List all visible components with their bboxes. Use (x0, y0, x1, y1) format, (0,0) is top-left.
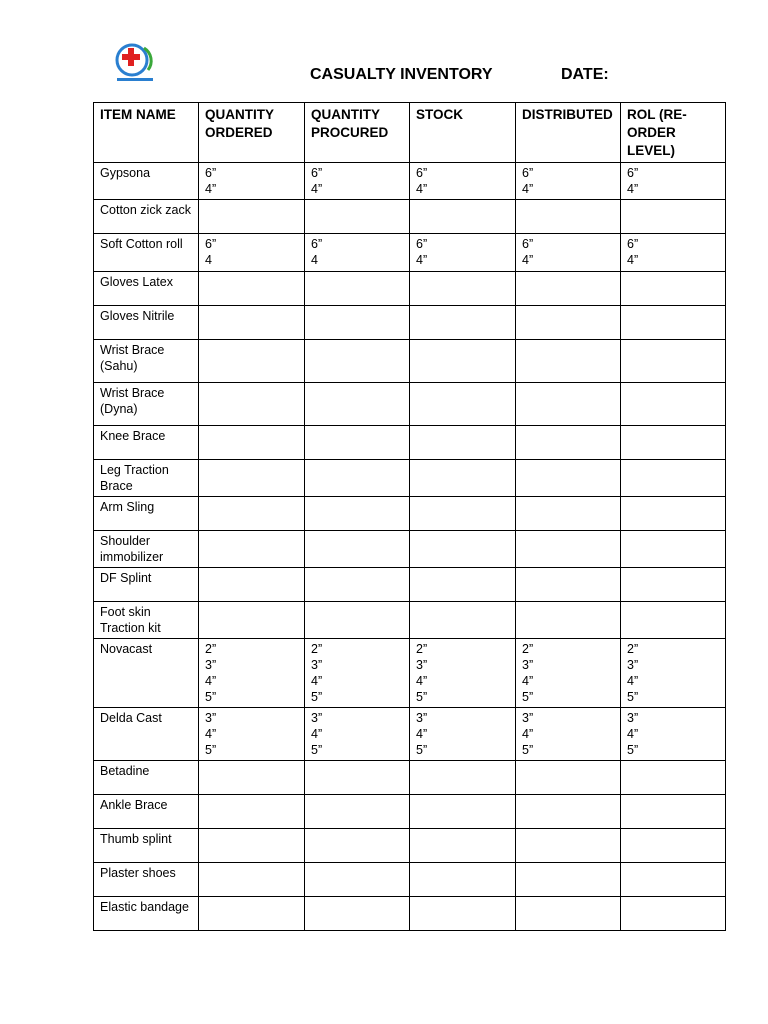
size-value: 3” (627, 711, 639, 725)
table-cell[interactable] (305, 639, 410, 708)
size-value: 4” (627, 253, 639, 267)
table-cell[interactable] (516, 602, 621, 639)
table-cell[interactable] (410, 272, 516, 306)
table-cell[interactable] (410, 795, 516, 829)
table-row (94, 829, 726, 863)
table-cell[interactable] (410, 163, 516, 200)
table-row (94, 306, 726, 340)
table-row (94, 426, 726, 460)
table-cell[interactable] (199, 426, 305, 460)
table-row (94, 497, 726, 531)
item-name-cell: Knee Brace (94, 426, 199, 460)
table-cell[interactable] (516, 531, 621, 568)
item-name-cell: Wrist Brace (Dyna) (94, 383, 199, 426)
table-cell[interactable] (199, 234, 305, 272)
table-cell[interactable] (621, 426, 726, 460)
size-value: 4” (311, 727, 323, 741)
table-row (94, 897, 726, 931)
table-row (94, 383, 726, 426)
table-cell[interactable] (621, 272, 726, 306)
table-cell[interactable] (516, 460, 621, 497)
table-cell[interactable] (516, 272, 621, 306)
size-value: 4” (416, 253, 428, 267)
table-cell[interactable] (199, 639, 305, 708)
table-row (94, 234, 726, 272)
table-cell[interactable] (305, 426, 410, 460)
size-value: 4” (522, 182, 534, 196)
size-value: 4” (205, 727, 217, 741)
table-cell[interactable] (621, 829, 726, 863)
size-value: 2” (627, 642, 639, 656)
table-cell[interactable] (516, 306, 621, 340)
table-cell[interactable] (410, 383, 516, 426)
table-cell[interactable] (410, 639, 516, 708)
table-cell[interactable] (621, 639, 726, 708)
table-cell[interactable] (305, 829, 410, 863)
table-row (94, 602, 726, 639)
table-cell[interactable] (199, 200, 305, 234)
table-cell[interactable] (199, 531, 305, 568)
table-cell[interactable] (305, 568, 410, 602)
table-cell[interactable] (199, 568, 305, 602)
table-row (94, 708, 726, 761)
table-row (94, 568, 726, 602)
size-value: 4” (205, 674, 217, 688)
item-name-cell: Delda Cast (94, 708, 199, 761)
table-row (94, 163, 726, 200)
item-name-cell: Thumb splint (94, 829, 199, 863)
table-cell[interactable] (305, 795, 410, 829)
table-cell[interactable] (199, 761, 305, 795)
table-cell[interactable] (410, 761, 516, 795)
size-value: 2” (205, 642, 217, 656)
table-cell[interactable] (621, 897, 726, 931)
size-value: 4” (522, 674, 534, 688)
table-cell[interactable] (410, 531, 516, 568)
table-cell[interactable] (305, 163, 410, 200)
header-row (94, 103, 726, 163)
table-row (94, 460, 726, 497)
size-value: 2” (522, 642, 534, 656)
inventory-table-body (94, 163, 726, 931)
table-cell[interactable] (305, 340, 410, 383)
size-value: 3” (205, 711, 217, 725)
column-header-item-name: ITEM NAME (94, 103, 199, 163)
size-value: 4” (416, 727, 428, 741)
size-value: 5” (522, 690, 534, 704)
table-cell[interactable] (516, 383, 621, 426)
size-value: 6” (627, 237, 639, 251)
size-value: 5” (416, 690, 428, 704)
item-name-cell: Elastic bandage (94, 897, 199, 931)
column-header-stock: STOCK (410, 103, 516, 163)
table-row (94, 863, 726, 897)
size-value: 6” (416, 237, 428, 251)
table-cell[interactable] (199, 163, 305, 200)
table-cell[interactable] (305, 234, 410, 272)
table-cell[interactable] (410, 234, 516, 272)
size-value: 5” (205, 743, 217, 757)
size-value: 4” (311, 182, 323, 196)
table-cell[interactable] (305, 708, 410, 761)
table-cell[interactable] (305, 200, 410, 234)
size-value: 4” (627, 727, 639, 741)
size-value: 3” (522, 711, 534, 725)
table-cell[interactable] (199, 306, 305, 340)
table-cell[interactable] (621, 497, 726, 531)
size-value: 4” (627, 182, 639, 196)
table-cell[interactable] (516, 795, 621, 829)
size-value: 6” (205, 237, 217, 251)
item-name-cell: Ankle Brace (94, 795, 199, 829)
table-cell[interactable] (621, 602, 726, 639)
table-cell[interactable] (410, 863, 516, 897)
size-value: 2” (416, 642, 428, 656)
size-value: 3” (522, 658, 534, 672)
table-cell[interactable] (621, 795, 726, 829)
item-name-cell: Shoulder immobilizer (94, 531, 199, 568)
table-cell[interactable] (199, 708, 305, 761)
table-cell[interactable] (516, 829, 621, 863)
table-row (94, 531, 726, 568)
table-cell[interactable] (516, 568, 621, 602)
item-name-cell: Novacast (94, 639, 199, 708)
table-cell[interactable] (305, 383, 410, 426)
table-row (94, 761, 726, 795)
table-cell[interactable] (410, 306, 516, 340)
size-value: 4 (311, 253, 318, 267)
table-cell[interactable] (410, 897, 516, 931)
size-value: 6” (311, 237, 323, 251)
table-cell[interactable] (305, 761, 410, 795)
size-value: 4” (416, 674, 428, 688)
table-cell[interactable] (199, 340, 305, 383)
table-cell[interactable] (516, 897, 621, 931)
size-value: 4 (205, 253, 212, 267)
table-cell[interactable] (410, 568, 516, 602)
size-value: 3” (311, 711, 323, 725)
table-cell[interactable] (199, 829, 305, 863)
table-cell[interactable] (621, 163, 726, 200)
table-cell[interactable] (516, 426, 621, 460)
table-row (94, 200, 726, 234)
table-cell[interactable] (516, 639, 621, 708)
size-value: 2” (311, 642, 323, 656)
item-name-cell: Cotton zick zack (94, 200, 199, 234)
table-row (94, 795, 726, 829)
size-value: 6” (311, 166, 323, 180)
size-value: 6” (522, 166, 534, 180)
table-row (94, 639, 726, 708)
table-cell[interactable] (305, 531, 410, 568)
table-cell[interactable] (199, 383, 305, 426)
item-name-cell: Leg Traction Brace (94, 460, 199, 497)
item-name-cell: Arm Sling (94, 497, 199, 531)
item-name-cell: DF Splint (94, 568, 199, 602)
table-cell[interactable] (305, 306, 410, 340)
size-value: 5” (627, 690, 639, 704)
size-value: 5” (205, 690, 217, 704)
table-cell[interactable] (305, 272, 410, 306)
table-cell[interactable] (199, 460, 305, 497)
item-name-cell: Gloves Latex (94, 272, 199, 306)
size-value: 6” (416, 166, 428, 180)
table-cell[interactable] (305, 460, 410, 497)
size-value: 3” (627, 658, 639, 672)
item-name-cell: Plaster shoes (94, 863, 199, 897)
column-header-quantity-ordered: QUANTITY ORDERED (199, 103, 305, 163)
medical-cross-logo-icon (112, 40, 162, 86)
size-value: 4” (522, 727, 534, 741)
column-header-rol: ROL (RE-ORDER LEVEL) (621, 103, 726, 163)
size-value: 4” (205, 182, 217, 196)
table-cell[interactable] (621, 863, 726, 897)
item-name-cell: Wrist Brace (Sahu) (94, 340, 199, 383)
item-name-cell: Gypsona (94, 163, 199, 200)
size-value: 5” (311, 743, 323, 757)
table-cell[interactable] (410, 340, 516, 383)
size-value: 5” (311, 690, 323, 704)
table-cell[interactable] (516, 497, 621, 531)
size-value: 5” (627, 743, 639, 757)
item-name-cell: Betadine (94, 761, 199, 795)
table-cell[interactable] (516, 863, 621, 897)
size-value: 3” (416, 711, 428, 725)
table-cell[interactable] (621, 531, 726, 568)
size-value: 3” (416, 658, 428, 672)
table-cell[interactable] (410, 426, 516, 460)
size-value: 6” (205, 166, 217, 180)
table-cell[interactable] (621, 340, 726, 383)
column-header-quantity-procured: QUANTITY PROCURED (305, 103, 410, 163)
table-cell[interactable] (199, 795, 305, 829)
size-value: 4” (627, 674, 639, 688)
table-cell[interactable] (199, 602, 305, 639)
size-value: 3” (205, 658, 217, 672)
table-cell[interactable] (305, 897, 410, 931)
size-value: 5” (522, 743, 534, 757)
size-value: 4” (416, 182, 428, 196)
table-cell[interactable] (410, 708, 516, 761)
size-value: 6” (627, 166, 639, 180)
size-value: 5” (416, 743, 428, 757)
size-value: 4” (311, 674, 323, 688)
table-cell[interactable] (410, 497, 516, 531)
size-value: 4” (522, 253, 534, 267)
page-title: CASUALTY INVENTORY (310, 66, 493, 83)
table-cell[interactable] (410, 200, 516, 234)
table-cell[interactable] (621, 568, 726, 602)
table-cell[interactable] (410, 602, 516, 639)
item-name-cell: Soft Cotton roll (94, 234, 199, 272)
size-value: 6” (522, 237, 534, 251)
table-cell[interactable] (199, 272, 305, 306)
table-cell[interactable] (621, 761, 726, 795)
table-cell[interactable] (621, 383, 726, 426)
table-cell[interactable] (516, 200, 621, 234)
table-cell[interactable] (305, 497, 410, 531)
table-cell[interactable] (621, 460, 726, 497)
table-cell[interactable] (199, 863, 305, 897)
table-cell[interactable] (516, 234, 621, 272)
table-cell[interactable] (305, 602, 410, 639)
table-cell[interactable] (516, 708, 621, 761)
table-row (94, 340, 726, 383)
table-cell[interactable] (516, 761, 621, 795)
table-cell[interactable] (410, 829, 516, 863)
table-cell[interactable] (199, 897, 305, 931)
date-label: DATE: (561, 66, 609, 83)
item-name-cell: Gloves Nitrile (94, 306, 199, 340)
table-cell[interactable] (621, 234, 726, 272)
table-cell[interactable] (516, 163, 621, 200)
table-cell[interactable] (621, 200, 726, 234)
column-header-distributed: DISTRIBUTED (516, 103, 621, 163)
table-cell[interactable] (621, 306, 726, 340)
inventory-table (93, 102, 726, 931)
table-cell[interactable] (410, 460, 516, 497)
table-cell[interactable] (516, 340, 621, 383)
table-cell[interactable] (621, 708, 726, 761)
item-name-cell: Foot skin Traction kit (94, 602, 199, 639)
table-cell[interactable] (305, 863, 410, 897)
size-value: 3” (311, 658, 323, 672)
table-row (94, 272, 726, 306)
table-cell[interactable] (199, 497, 305, 531)
